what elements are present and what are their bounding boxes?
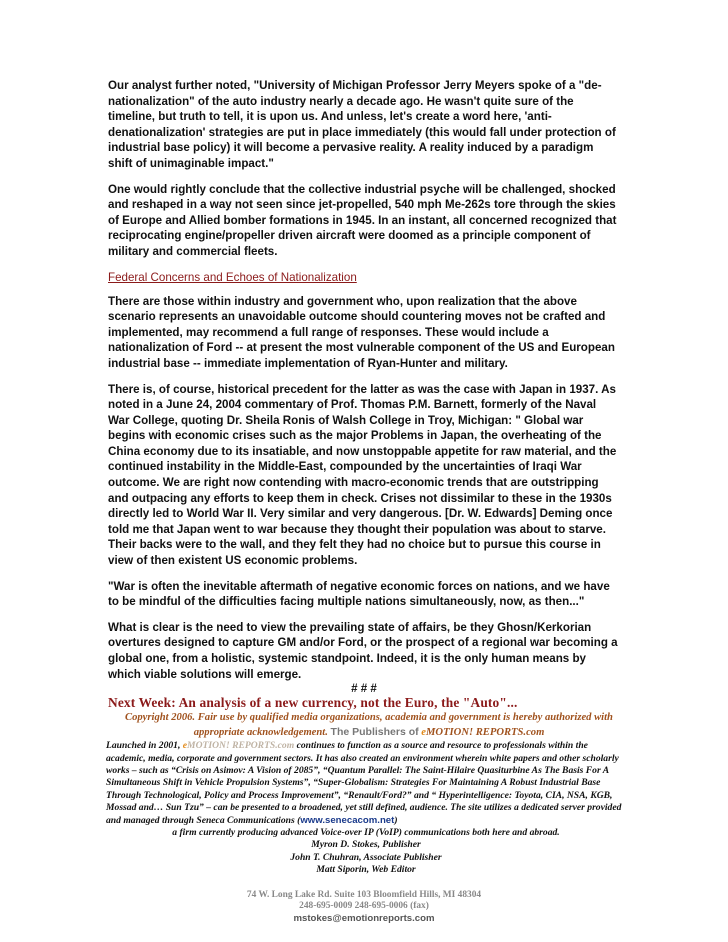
- launch-body: continues to function as a source and resource to professionals within the academic, media, corporate and government sectors. It has also created an environment wherein white papers and other scholarly works – such as “Crisis on Asimov: A Vision of 2085”, “Quantum Parallel: The Saint-Hilaire Quasiturbine As The Basis For A Simultaneous Shift in Vehicle Propulsion Systems”, “Super-Globalism: Strategies For Maintaining A Robust Industrial Base Through Technological, Policy and Process Improvement”, “Renault/Ford?” and: [106, 740, 619, 801]
- seneca-link[interactable]: www.senecacom.net: [300, 814, 395, 826]
- address-street: 74 W. Long Lake Rd. Suite 103 Bloomfield Hills, MI 48304: [246, 889, 482, 900]
- address-phone: 248-695-0009 248-695-0006 (fax): [299, 901, 429, 912]
- launch-line2: “ Hyperintelligence: Toyota, CIA, NSA, KGB, Mossad and… Sun Tzu” – can be presented to a broadened, yet still defined, audience. The site utilizes a dedicated server provided and managed through Seneca Communications (: [106, 789, 622, 826]
- paragraph-nationalization: There are those within industry and government who, upon realization that the above scenario represents an unavoidable outcome should countering moves not be crafted and implemented, may recommend a full range of responses. These would include a nationalization of Ford -- at present the most vulnerable component of the US and European industrial base -- immediate implementation of Ryan-Hunter and military.: [108, 294, 615, 370]
- launch-prefix: Launched in 2001,: [106, 740, 181, 752]
- launch-brand: MOTION! REPORTS.com: [187, 740, 295, 752]
- document-page: [108, 78, 620, 925]
- brand-e-logo-icon: e: [421, 727, 426, 739]
- paragraph-conclusion: What is clear is the need to view the prevailing state of affairs, be they Ghosn/Kerkorian overtures designed to capture GM and/or Ford, or the prospect of a regional war becoming a global one, from a holistic, systemic standpoint. Indeed, it is the only human means by which viable solutions will emerge.: [108, 620, 618, 681]
- paragraph-war-quote: "War is often the inevitable aftermath of negative economic forces on nations, and we have to be mindful of the difficulties facing multiple nations simultaneously, now, as then...": [108, 579, 610, 609]
- brand-e-small-icon: e: [182, 740, 188, 752]
- staff-publisher: Myron D. Stokes, Publisher: [311, 839, 421, 851]
- paragraph-historical-precedent: There is, of course, historical precedent for the latter as was the case with Japan in 1937. As noted in a June 24, 2004 commentary of Prof. Thomas P.M. Barnett, formerly of the Naval War College, quoting Dr. Sheila Ronis of Walsh College in Troy, Michigan: " Global war begins with economic crises such as the major Problems in Japan, the overheating of the China economy due to its insatiable, and now unstoppable appetite for raw material, and the continued instability in the Middle-East, compounded by the uncertainties of Iraqi War outcome. We are right now contending with macro-economic trends that are outstripping and outpacing any efforts to keep them in check. Crises not dissimilar to these in the 1930s directly led to World War II. Very similar and very dangerous. [Dr. W. Edwards] Deming once told me that Japan went to war because they thought their population was about to starve. Their backs were to the wall, and they felt they had no choice but to pursue this course in view of then existent US economic problems.: [108, 382, 617, 568]
- publishers-label: The Publishers of: [330, 726, 419, 739]
- paragraph-analyst-note: Our analyst further noted, "University of Michigan Professor Jerry Meyers spoke of a "de-nationalization" of the auto industry nearly a decade ago. He wasn't quite sure of the timeline, but truth to tell, it is upon us. And unless, let's create a word here, 'anti-denationalization' strategies are put in place immediately (this would fall under protection of industrial base policy) it will become a pervasive reality. A reality induced by a paradigm shift of unimaginable impact.": [108, 79, 616, 170]
- end-marker: # # #: [351, 682, 377, 696]
- brand-name: eMOTION! REPORTS.com: [421, 727, 545, 739]
- launch-description: Launched in 2001, eMOTION! REPORTS.com continues to function as a source and resource to professionals within the academic, media, corporate and government sectors. It has also created an environment wherein white papers and other scholarly works – such as “Crisis on Asimov: A Vision of 2085”, “Quantum Parallel: The Saint-Hilaire Quasiturbine As The Basis For A Simultaneous Shift in Vehicle Propulsion Systems”, “Super-Globalism: Strategies For Maintaining A Robust Industrial Base Through Technological, Policy and Process Improvement”, “Renault/Ford?” and “ Hyperintelligence: Toyota, CIA, NSA, KGB, Mossad and… Sun Tzu” – can be presented to a broadened, yet still defined, audience. The site utilizes a dedicated server provided and managed through Seneca Communications (www.senecacom.net) a firm currently producing advanced Voice-over IP (VoIP) communications both here and abroad. Myron D. Stokes, Publisher John T. Chuhran, Associate Publisher Matt Siporin, Web Editor: [106, 740, 626, 876]
- launch-line3: a firm currently producing advanced Voice-over IP (VoIP) communications both here and abroad.: [172, 827, 560, 839]
- contact-email[interactable]: mstokes@emotionreports.com: [293, 912, 435, 924]
- copyright-text: Copyright 2006. Fair use by qualified media organizations, academia and government is hereby authorized with appropriate acknowledgement.: [125, 712, 613, 739]
- staff-associate-publisher: John T. Chuhran, Associate Publisher: [290, 851, 442, 863]
- next-week-teaser: Next Week: An analysis of a new currency, not the Euro, the "Auto"...: [108, 695, 518, 711]
- section-heading-federal-concerns: Federal Concerns and Echoes of Nationalization: [108, 270, 357, 284]
- paragraph-industrial-psyche: One would rightly conclude that the collective industrial psyche will be challenged, shocked and reshaped in a way not seen since jet-propelled, 540 mph Me-262s tore through the skies of Europe and Allied bomber formations in 1945. In an instant, all concerned recognized that reciprocating engine/propeller driven aircraft were doomed as a principle component of military and commercial fleets.: [108, 182, 617, 258]
- copyright-notice: [104, 711, 634, 740]
- address-block: [108, 890, 620, 913]
- staff-web-editor: Matt Siporin, Web Editor: [316, 864, 416, 876]
